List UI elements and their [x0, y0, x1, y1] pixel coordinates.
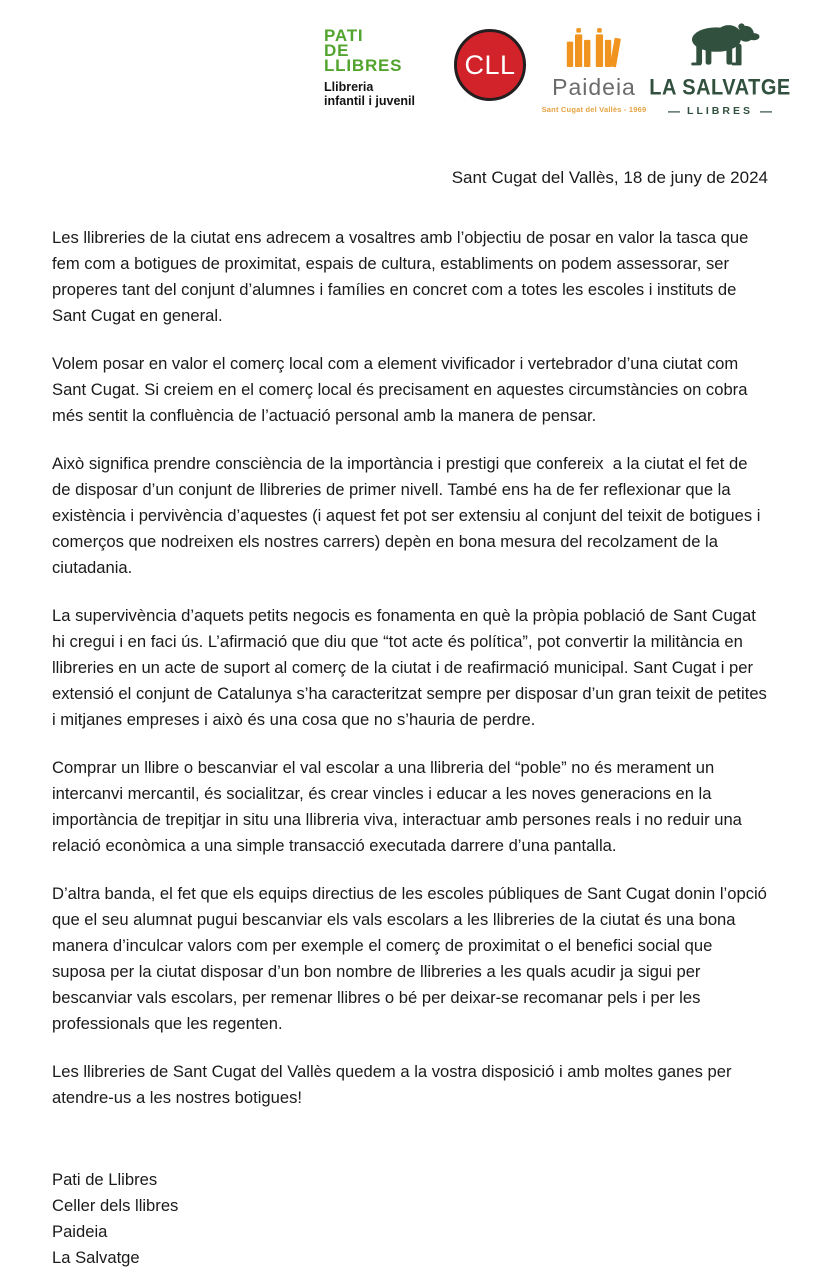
logo-paideia — [541, 18, 647, 114]
pati-logo-wordmark — [324, 28, 402, 73]
paragraph: Les llibreries de la ciutat ens adrecem a vosaltres amb l’objectiu de posar en valor la tasca que fem com a botigues de proximitat, espais de cultura, establiments on podem assessorar, ser properes tant del conjunt d’alumnes i famílies en concret com a totes les escoles i instituts de Sant Cugat en general. — [52, 228, 754, 325]
signature-line: Paideia — [52, 1222, 108, 1241]
paragraph: D’altra banda, el fet que els equips directius de les escoles públiques de Sant Cugat donin l’opció que el seu alumnat pugui bescanviar els vals escolars a les llibreries de la ciutat és una bona manera d’inculcar valors com per exemple el comerç de proximitat o el benefici social que suposa per la ciutat disposar d’un bon nombre de llibreries a les quals acudir ja sigui per bescanviar vals escolars, per remenar llibres o bé per deixar-se recomanar pels i per les professionals que les regenten. — [52, 884, 772, 1033]
dash-ornament: — — [759, 104, 772, 118]
logo-pati-de-llibres — [324, 18, 436, 108]
signature-line: Pati de Llibres — [52, 1170, 158, 1189]
pati-title-line: PATI — [324, 26, 364, 45]
letter-body — [52, 225, 772, 1271]
dash-ornament: — — [668, 104, 681, 118]
pati-title-line: LLIBRES — [324, 56, 403, 75]
bear-icon — [670, 18, 770, 74]
logo-la-salvatge — [649, 18, 791, 118]
cll-label: CLL — [464, 49, 516, 80]
la-salvatge-sub — [668, 104, 772, 118]
pati-title-line: DE — [324, 41, 350, 60]
signature-block — [52, 1167, 768, 1271]
signature-line: La Salvatge — [52, 1248, 140, 1267]
la-salvatge-wordmark: LA SALVATGE — [649, 75, 791, 101]
paragraph: La supervivència d’aquets petits negocis es fonamenta en què la pròpia població de Sant Cugat hi cregui i en faci ús. L’afirmació que diu que “tot acte és política”, pot convertir la militància en llibreries en un acte de suport al comerç de la ciutat i de reafirmació municipal. Sant Cugat i per extensió el conjunt de Catalunya s’ha caracteritzat sempre per disposar d’un gran teixit de petites i mitjanes empreses i això és una cosa que no s’hauria de perdre. — [52, 606, 772, 729]
paragraph: Volem posar en valor el comerç local com a element vivificador i vertebrador d’una ciutat com Sant Cugat. Si creiem en el comerç local és precisament en aquestes circumstàncies on cobra més sentit la confluència de l’actuació personal amb la manera de pensar. — [52, 354, 753, 425]
paragraph: Això significa prendre consciència de la importància i prestigi que confereix a la ciutat el fet de de disposar d’un conjunt de llibreries de primer nivell. També ens ha de fer reflexionar que la existència i pervivència d’aquestes (i aquest fet pot ser extensiu al conjunt del teixit de botigues i comerços que nodreixen els nostres carrers) depèn en bona mesura del recolzament de la ciutadania. — [52, 454, 766, 577]
pati-subtitle-line: infantil i juvenil — [324, 94, 415, 108]
paideia-wordmark: Paideia — [552, 74, 636, 100]
la-salvatge-llibres-label: LLIBRES — [687, 105, 753, 117]
signature-line: Celler dels llibres — [52, 1196, 179, 1215]
logo-cll — [454, 18, 526, 101]
cll-circle-icon — [454, 29, 526, 101]
pati-subtitle-line: Llibreria — [324, 80, 374, 94]
header-logo-strip — [324, 18, 791, 118]
pati-logo-subtitle — [324, 80, 415, 108]
books-icon — [565, 26, 623, 70]
paragraph: Les llibreries de Sant Cugat del Vallès quedem a la vostra disposició i amb moltes ganes per atendre-us a les nostres botigues! — [52, 1062, 737, 1107]
paideia-tagline: Sant Cugat del Vallès - 1969 — [541, 105, 647, 114]
paragraph: Comprar un llibre o bescanviar el val escolar a una llibreria del “poble” no és merament un intercanvi mercantil, és socialitzar, és crear vincles i educar a les noves generacions en la importància de trepitjar in situ una llibreria viva, interactuar amb persones reals i no reduir una relació econòmica a una simple transacció executada darrere d’una pantalla. — [52, 758, 747, 855]
letter-date: Sant Cugat del Vallès, 18 de juny de 2024 — [451, 168, 768, 187]
